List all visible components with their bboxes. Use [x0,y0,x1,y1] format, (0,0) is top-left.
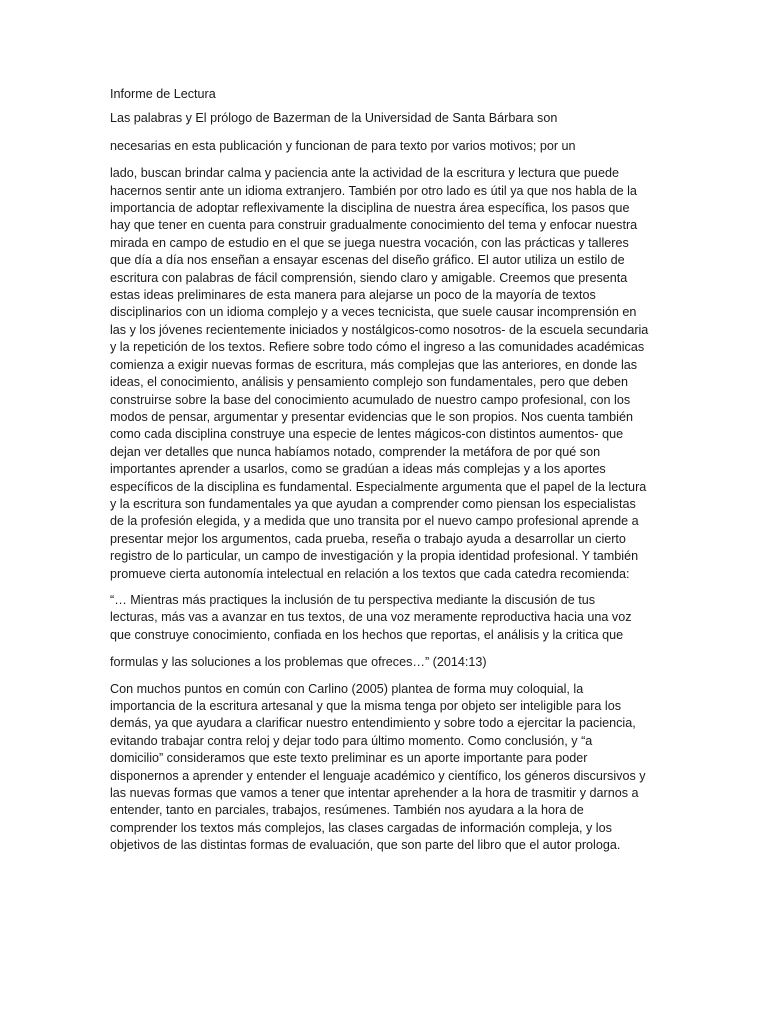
paragraph-conclusion [110,681,658,855]
conclusion-line: objetivos de las distintas formas de evaluación, que son parte del libro que el autor prologa. [110,838,621,853]
quote-line: “… Mientras más practiques la inclusión de tu perspectiva mediante la discusión de tus [110,592,596,607]
quote-line: lecturas, más vas a avanzar en tus textos, de una voz meramente reproductiva hacia una voz [110,610,632,625]
conclusion-line: comprender los textos más complejos, las clases cargadas de información compleja, y los [110,820,612,835]
body-line: presentar mejor los argumentos, cada prueba, reseña o trabajo ayuda a desarrollar un cierto [110,531,626,546]
body-line: de la profesión elegida, y a medida que uno transita por el nuevo campo profesional aprende a [110,514,639,529]
body-line: las y los jóvenes recientemente iniciados y nostálgicos-como nosotros- de la escuela secundaria [110,322,649,337]
body-line: y la repetición de los textos. Refiere sobre todo cómo el ingreso a las comunidades académicas [110,340,645,355]
body-line: que día a día nos enseñan a ensayar escenas del diseño gráfico. El autor utiliza un estilo de [110,253,625,268]
paragraph-body [110,165,658,583]
conclusion-line: importancia de la escritura artesanal y que la misma tenga por objeto ser inteligible para los [110,699,622,713]
quote-block [110,592,658,644]
conclusion-line: evitando trabajar contra reloj y dejar todo para último momento. Como conclusión, y “a [110,733,593,748]
conclusion-line: entender, tanto en parciales, trabajos, resúmenes. También nos ayudara a la hora de [110,803,584,818]
conclusion-line: demás, ya que ayudara a clarificar nuestro entendimiento y sobre todo a ejercitar la paciencia, [110,716,636,731]
body-line: comienza a exigir nuevas formas de escritura, más complejas que las anteriores, en donde las [110,357,638,372]
body-line: registro de lo particular, un campo de investigación y la propia identidad profesional. Y también [110,549,639,564]
quote-end-line: formulas y las soluciones a los problemas que ofreces…” (2014:13) [110,655,487,670]
body-line: y la escritura son fundamentales ya que ayudan a comprender como piensan los especialistas [110,496,636,511]
body-line: lado, buscan brindar calma y paciencia ante la actividad de la escritura y lectura que puede [110,166,619,181]
body-line: hay que tener en cuenta para construir gradualmente conocimiento del tema y enfocar nuestra [110,218,638,233]
quote-line: que construye conocimiento, confiada en los hechos que reportas, el análisis y la critica que [110,627,624,642]
conclusion-line: Con muchos puntos en común con Carlino (2005) plantea de forma muy coloquial, la [110,681,584,696]
body-line: específicos de la disciplina es fundamental. Especialmente argumenta que el papel de la lectura [110,479,647,494]
body-line: mirada en campo de estudio en el que se juega nuestra vocación, con las prácticas y talleres [110,235,629,250]
body-line: importantes aprender a usarlos, como se gradúan a ideas más complejas y a los aportes [110,462,606,477]
document-page [110,86,658,855]
paragraph-intro-line-1: Las palabras y El prólogo de Bazerman de la Universidad de Santa Bárbara son [110,111,558,126]
body-line: importancia de adoptar reflexivamente la disciplina de nuestra área específica, los pasos que [110,201,630,216]
body-line: modos de pensar, argumentar y presentar evidencias que le son propios. Nos cuenta también [110,409,633,424]
conclusion-line: disponernos a aprender y entender el lenguaje académico y científico, los géneros discursivos y [110,768,646,783]
body-line: promueve cierta autonomía intelectual en relación a los textos que cada catedra recomienda: [110,566,630,581]
body-line: hacernos sentir ante un idioma extranjero. También por otro lado es útil ya que nos habla de la [110,183,637,198]
body-line: ideas, el conocimiento, análisis y pensamiento complejo son fundamentales, pero que deben [110,375,629,390]
paragraph-intro-line-2: necesarias en esta publicación y funcionan de para texto por varios motivos; por un [110,138,576,153]
body-line: construirse sobre la base del conocimiento acumulado de nuestro campo profesional, con los [110,392,631,407]
body-line: escritura con palabras de fácil comprensión, siendo claro y amigable. Creemos que presenta [110,270,628,285]
body-line: disciplinarios con un idioma complejo y a veces tecnicista, que suele causar incomprensión en [110,305,637,320]
body-line: estas ideas preliminares de esta manera para alejarse un poco de la mayoría de textos [110,288,596,303]
conclusion-line: las nuevas formas que vamos a tener que intentar aprehender a la hora de trasmitir y darnos a [110,786,639,801]
body-line: dejan ver detalles que nunca habíamos notado, comprender la metáfora de por qué son [110,444,601,459]
document-title: Informe de Lectura [110,87,216,101]
body-line: como cada disciplina construye una especie de lentes mágicos-con distintos aumentos- que [110,427,624,442]
conclusion-line: domicilio” consideramos que este texto preliminar es un aporte importante para poder [110,751,588,766]
